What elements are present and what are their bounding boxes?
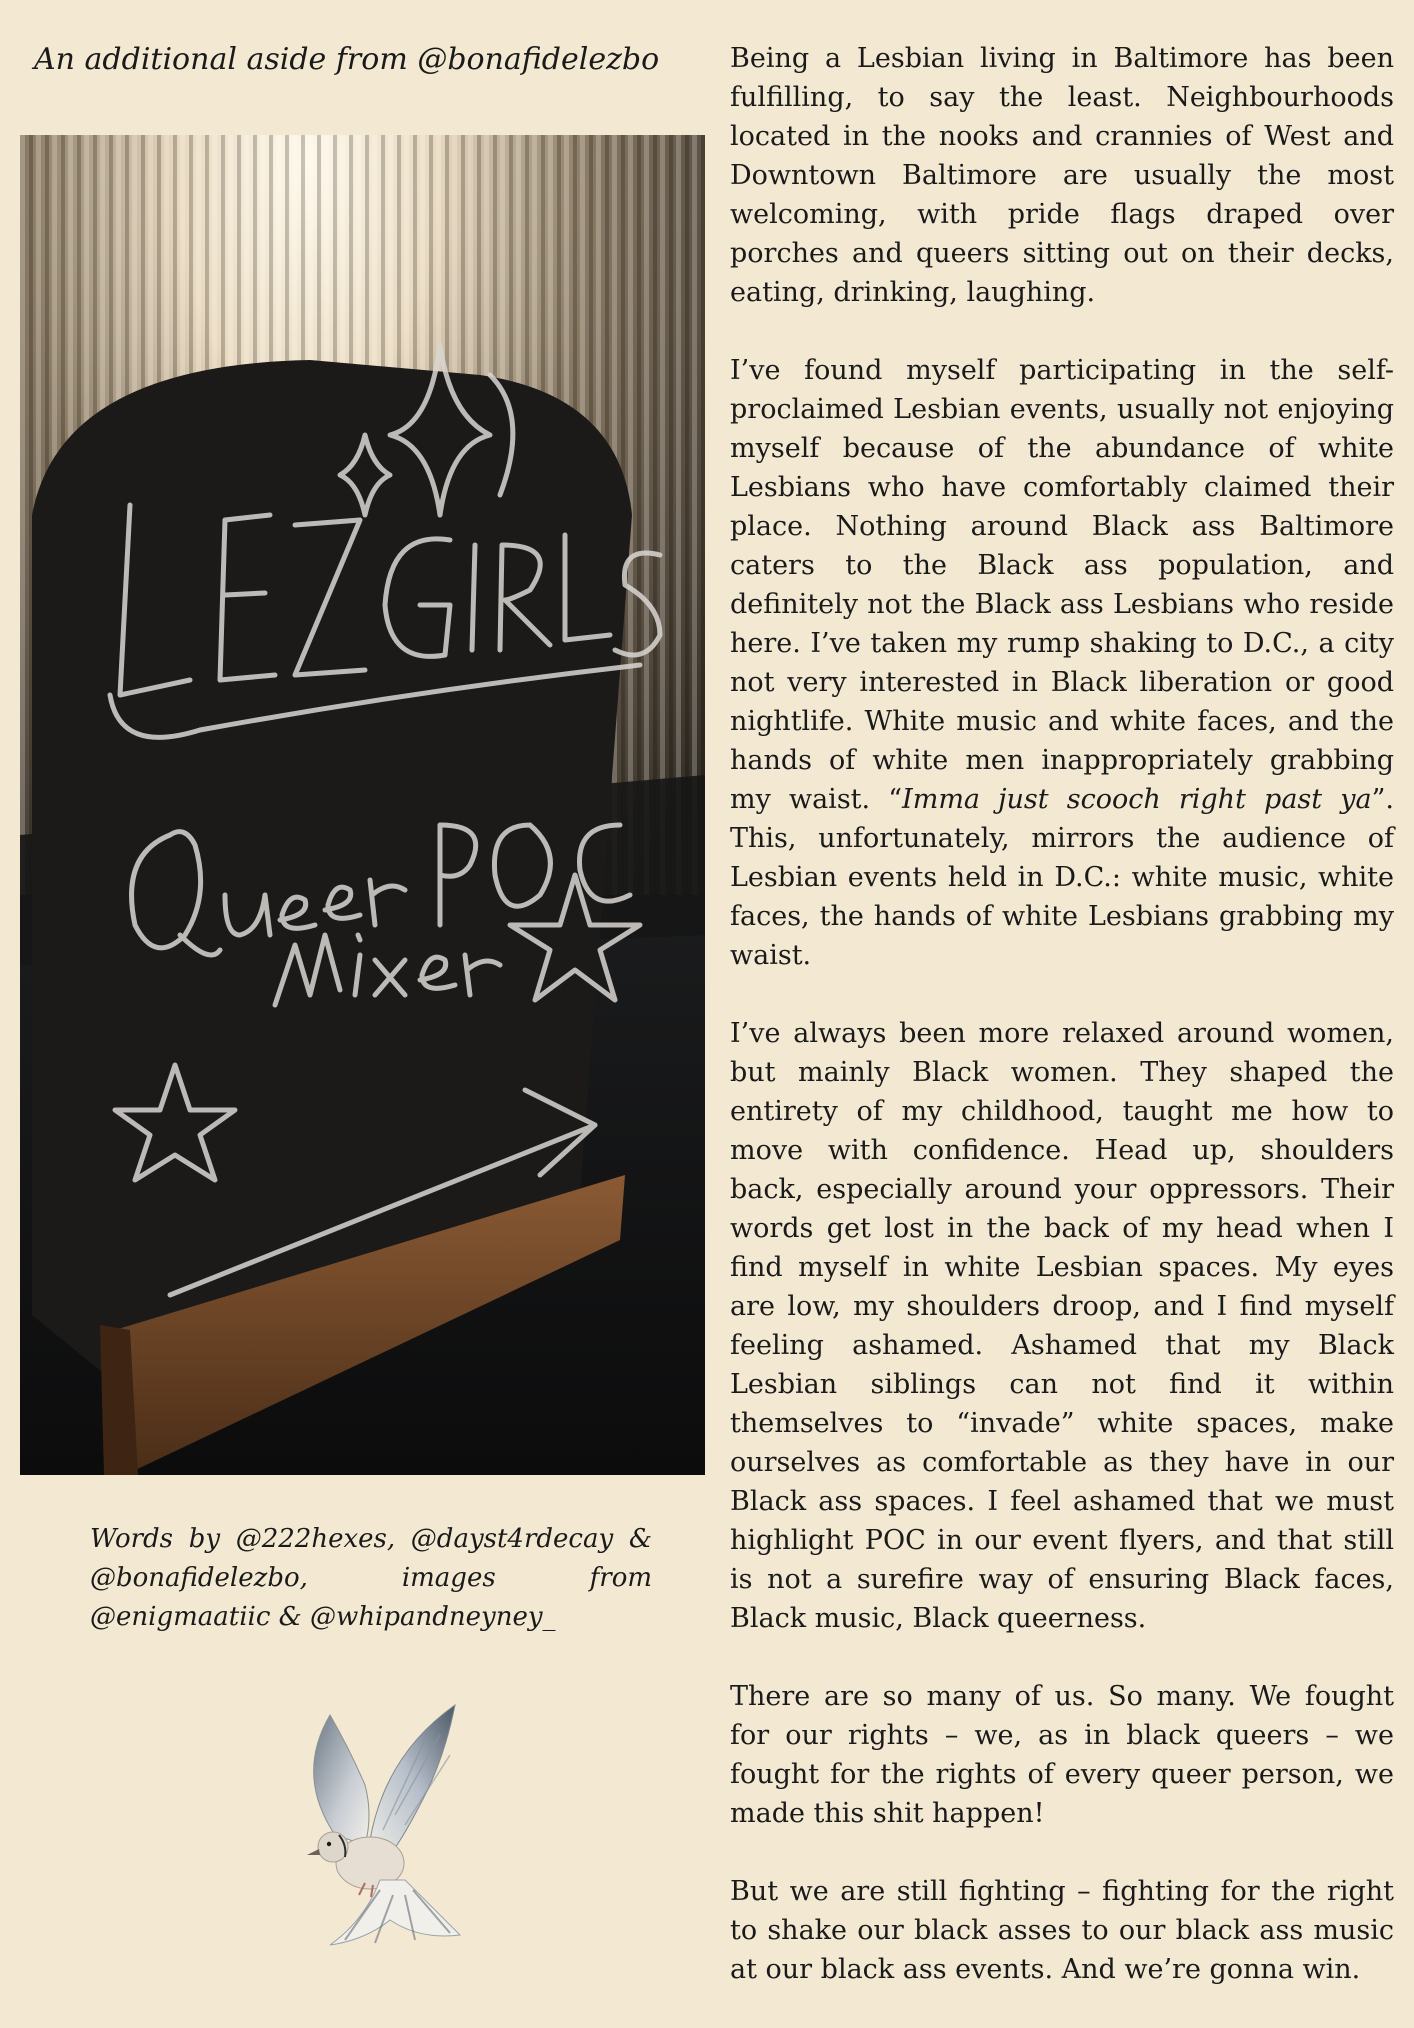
- article-text: I’ve found myself participating in the self-proclaimed Lesbian events, usually not enjoying myself because of the abundance of white Lesbians who have comfortably claimed their place. Nothing around Black ass Baltimore caters to the Black ass population, and definitely not the Black ass Lesbians who reside here. I’ve taken my rump shaking to D.C., a city not very interested in Black liberation or good nightlife. White music and white faces, and the hands of white men inappropriately grabbing my waist. “: [730, 355, 1394, 815]
- dove-illustration: [255, 1695, 495, 1955]
- article-text: ”. This, unfortunately, mirrors the audience of Lesbian events held in D.C.: white music, white faces, the hands of white Lesbians grabbing my waist.: [730, 784, 1394, 971]
- article-paragraph: There are so many of us. So many. We fought for our rights – we, as in black queers – we fought for the rights of every queer person, we made this shit happen!: [730, 1681, 1394, 1829]
- article-body: [730, 39, 1394, 2028]
- aside-title: An additional aside from @bonafidelezbo: [34, 42, 660, 77]
- article-paragraph: I’ve always been more relaxed around women, but mainly Black women. They shaped the entirety of my childhood, taught me how to move with confidence. Head up, shoulders back, especially around your oppressors. Their words get lost in the back of my head when I find myself in white Lesbian spaces. My eyes are low, my shoulders droop, and I find myself feeling ashamed. Ashamed that my Black Lesbian siblings can not find it within themselves to “invade” white spaces, make ourselves as comfortable as they have in our Black ass spaces. I feel ashamed that we must highlight POC in our event flyers, and that still is not a surefire way of ensuring Black faces, Black music, Black queerness.: [730, 1018, 1394, 1634]
- credits: Words by @222hexes, @dayst4rdecay & @bonafidelezbo, images from @enigmaatiic & @whipandneyney_: [90, 1524, 652, 1632]
- article-paragraph: But we are still fighting – fighting for the right to shake our black asses to our black ass music at our black ass events. And we’re gonna win.: [730, 1876, 1394, 1985]
- article-paragraph: Being a Lesbian living in Baltimore has been fulfilling, to say the least. Neighbourhoods located in the nooks and crannies of West and Downtown Baltimore are usually the most welcoming, with pride flags draped over porches and queers sitting out on their decks, eating, drinking, laughing.: [730, 43, 1394, 308]
- quote-text: Imma just scooch right past ya: [902, 784, 1372, 815]
- chalkboard-sign-photo: [20, 135, 705, 1475]
- article-paragraph: [730, 351, 1394, 975]
